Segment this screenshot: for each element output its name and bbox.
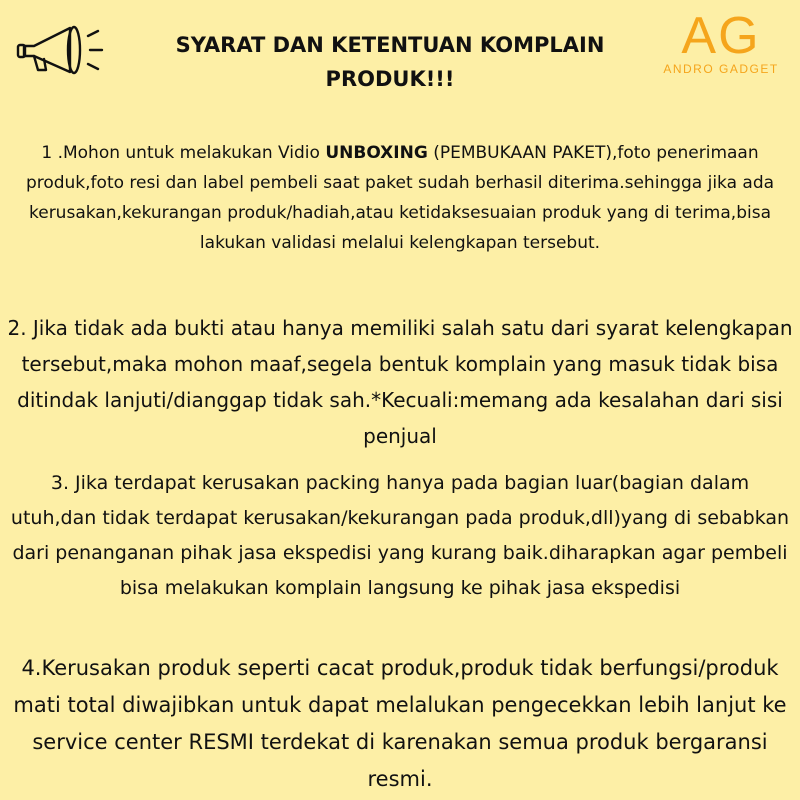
term-4: 4.Kerusakan produk seperti cacat produk,produk tidak berfungsi/produk mati total diwajibkan untuk dapat melalukan pengecekkan lebih lanjut ke service center RESMI terdekat di karenakan semua produk bergaransi resmi. [13,656,787,791]
term-1-after: (PEMBUKAAN PAKET),foto penerimaan produk,foto resi dan label pembeli saat paket sudah berhasil diterima.sehingga jika ada kerusakan,kekurangan produk/hadiah,atau ketidaksesuaian produk yang di terima,bisa lakukan validasi melalui kelengkapan tersebut. [25,143,775,253]
term-2: 2. Jika tidak ada bukti atau hanya memiliki salah satu dari syarat kelengkapan tersebut,maka mohon maaf,segela bentuk komplain yang masuk tidak bisa ditindak lanjuti/dianggap tidak sah.*Kecuali:memang ada kesalahan dari sisi penjual [7,316,793,448]
brand-logo [648,8,794,88]
term-1-emphasis: UNBOXING [325,143,428,163]
logo-mark: AG [681,7,761,65]
term-1 [6,138,794,258]
logo-name: ANDRO GADGET [663,62,779,76]
title-line-1: SYARAT DAN KETENTUAN KOMPLAIN [175,33,605,57]
title-line-2: PRODUK!!! [325,67,455,91]
term-1-before: 1 .Mohon untuk melakukan Vidio [41,143,326,163]
page-title [130,28,650,96]
megaphone-icon [14,22,122,84]
term-3: 3. Jika terdapat kerusakan packing hanya pada bagian luar(bagian dalam utuh,dan tidak terdapat kerusakan/kekurangan pada produk,dll)yang di sebabkan dari penanganan pihak jasa ekspedisi yang kurang baik.diharapkan agar pembeli bisa melakukan komplain langsung ke pihak jasa ekspedisi [10,472,790,599]
